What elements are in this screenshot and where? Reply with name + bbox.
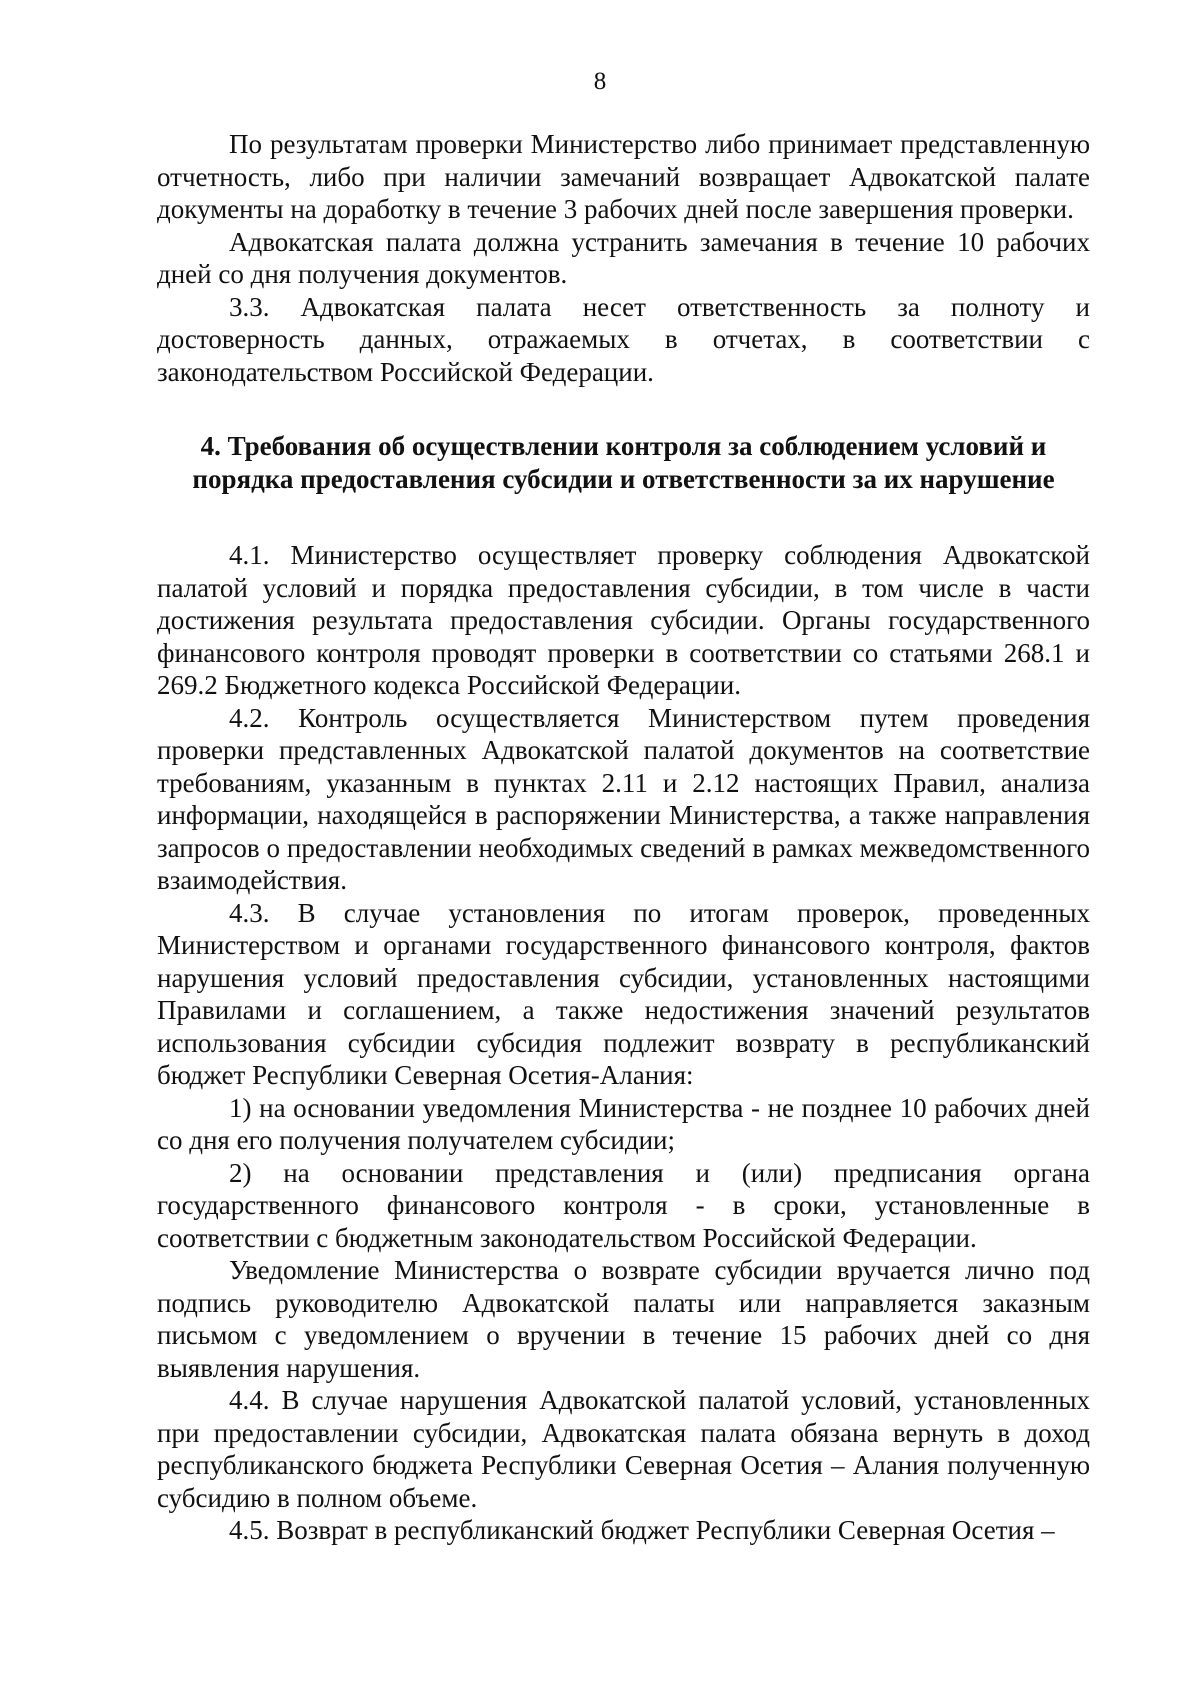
paragraph-4-5: 4.5. Возврат в республиканский бюджет Республики Северная Осетия – bbox=[229, 1515, 1055, 1545]
paragraph-4-2: 4.2. Контроль осуществляется Министерством путем проведения проверки представленных Адвокатской палатой документов на соответствие требованиям, указанным в пунктах 2.11 и 2.12 настоящих Правил, анализа информации, находящейся в распоряжении Министерства, а также направления запросов о предоставлении необходимых сведений в рамках межведомственного взаимодействия. bbox=[157, 702, 1090, 895]
paragraph-4-1: 4.1. Министерство осуществляет проверку соблюдения Адвокатской палатой условий и порядка предоставления субсидии, в том числе в части достижения результата предоставления субсидии. Органы государственного финансового контроля проводят проверки в соответствии со статьями 268.1 и 269.2 Бюджетного кодекса Российской Федерации. bbox=[157, 540, 1090, 700]
paragraph-notification: Уведомление Министерства о возврате субсидии вручается лично под подпись руководителю Адвокатской палаты или направляется заказным письмом с уведомлением о вручении в течение 15 рабочих дней со дня выявления нарушения. bbox=[157, 1255, 1090, 1383]
section-heading: 4. Требования об осуществлении контроля за соблюдением условий и порядка предоставления субсидии и ответственности за их нарушение bbox=[192, 431, 1055, 494]
document-body bbox=[157, 128, 1090, 1547]
paragraph-review-results: По результатам проверки Министерство либо принимает представленную отчетность, либо при наличии замечаний возвращает Адвокатской палате документы на доработку в течение 3 рабочих дней после завершения проверки. bbox=[157, 129, 1090, 224]
paragraph-fix-remarks: Адвокатская палата должна устранить замечания в течение 10 рабочих дней со дня получения документов. bbox=[157, 226, 1090, 289]
list-item-2: 2) на основании представления и (или) предписания органа государственного финансового контроля - в сроки, установленные в соответствии с бюджетным законодательством Российской Федерации. bbox=[157, 1157, 1090, 1253]
paragraph-4-4: 4.4. В случае нарушения Адвокатской палатой условий, установленных при предоставлении субсидии, Адвокатская палата обязана вернуть в доход республиканского бюджета Республики Северная Осетия – Алания полученную субсидию в полном объеме. bbox=[157, 1385, 1090, 1513]
paragraph-4-3: 4.3. В случае установления по итогам проверок, проведенных Министерством и органами государственного финансового контроля, фактов нарушения условий предоставления субсидии, установленных настоящими Правилами и соглашением, а также недостижения значений результатов использования субсидии субсидия подлежит возврату в республиканский бюджет Республики Северная Осетия-Алания: bbox=[157, 897, 1090, 1090]
paragraph-3-3: 3.3. Адвокатская палата несет ответственность за полноту и достоверность данных, отражаемых в отчетах, в соответствии с законодательством Российской Федерации. bbox=[157, 291, 1090, 387]
page-number: 8 bbox=[593, 68, 607, 95]
list-item-1: 1) на основании уведомления Министерства - не позднее 10 рабочих дней со дня его получения получателем субсидии; bbox=[157, 1092, 1090, 1155]
